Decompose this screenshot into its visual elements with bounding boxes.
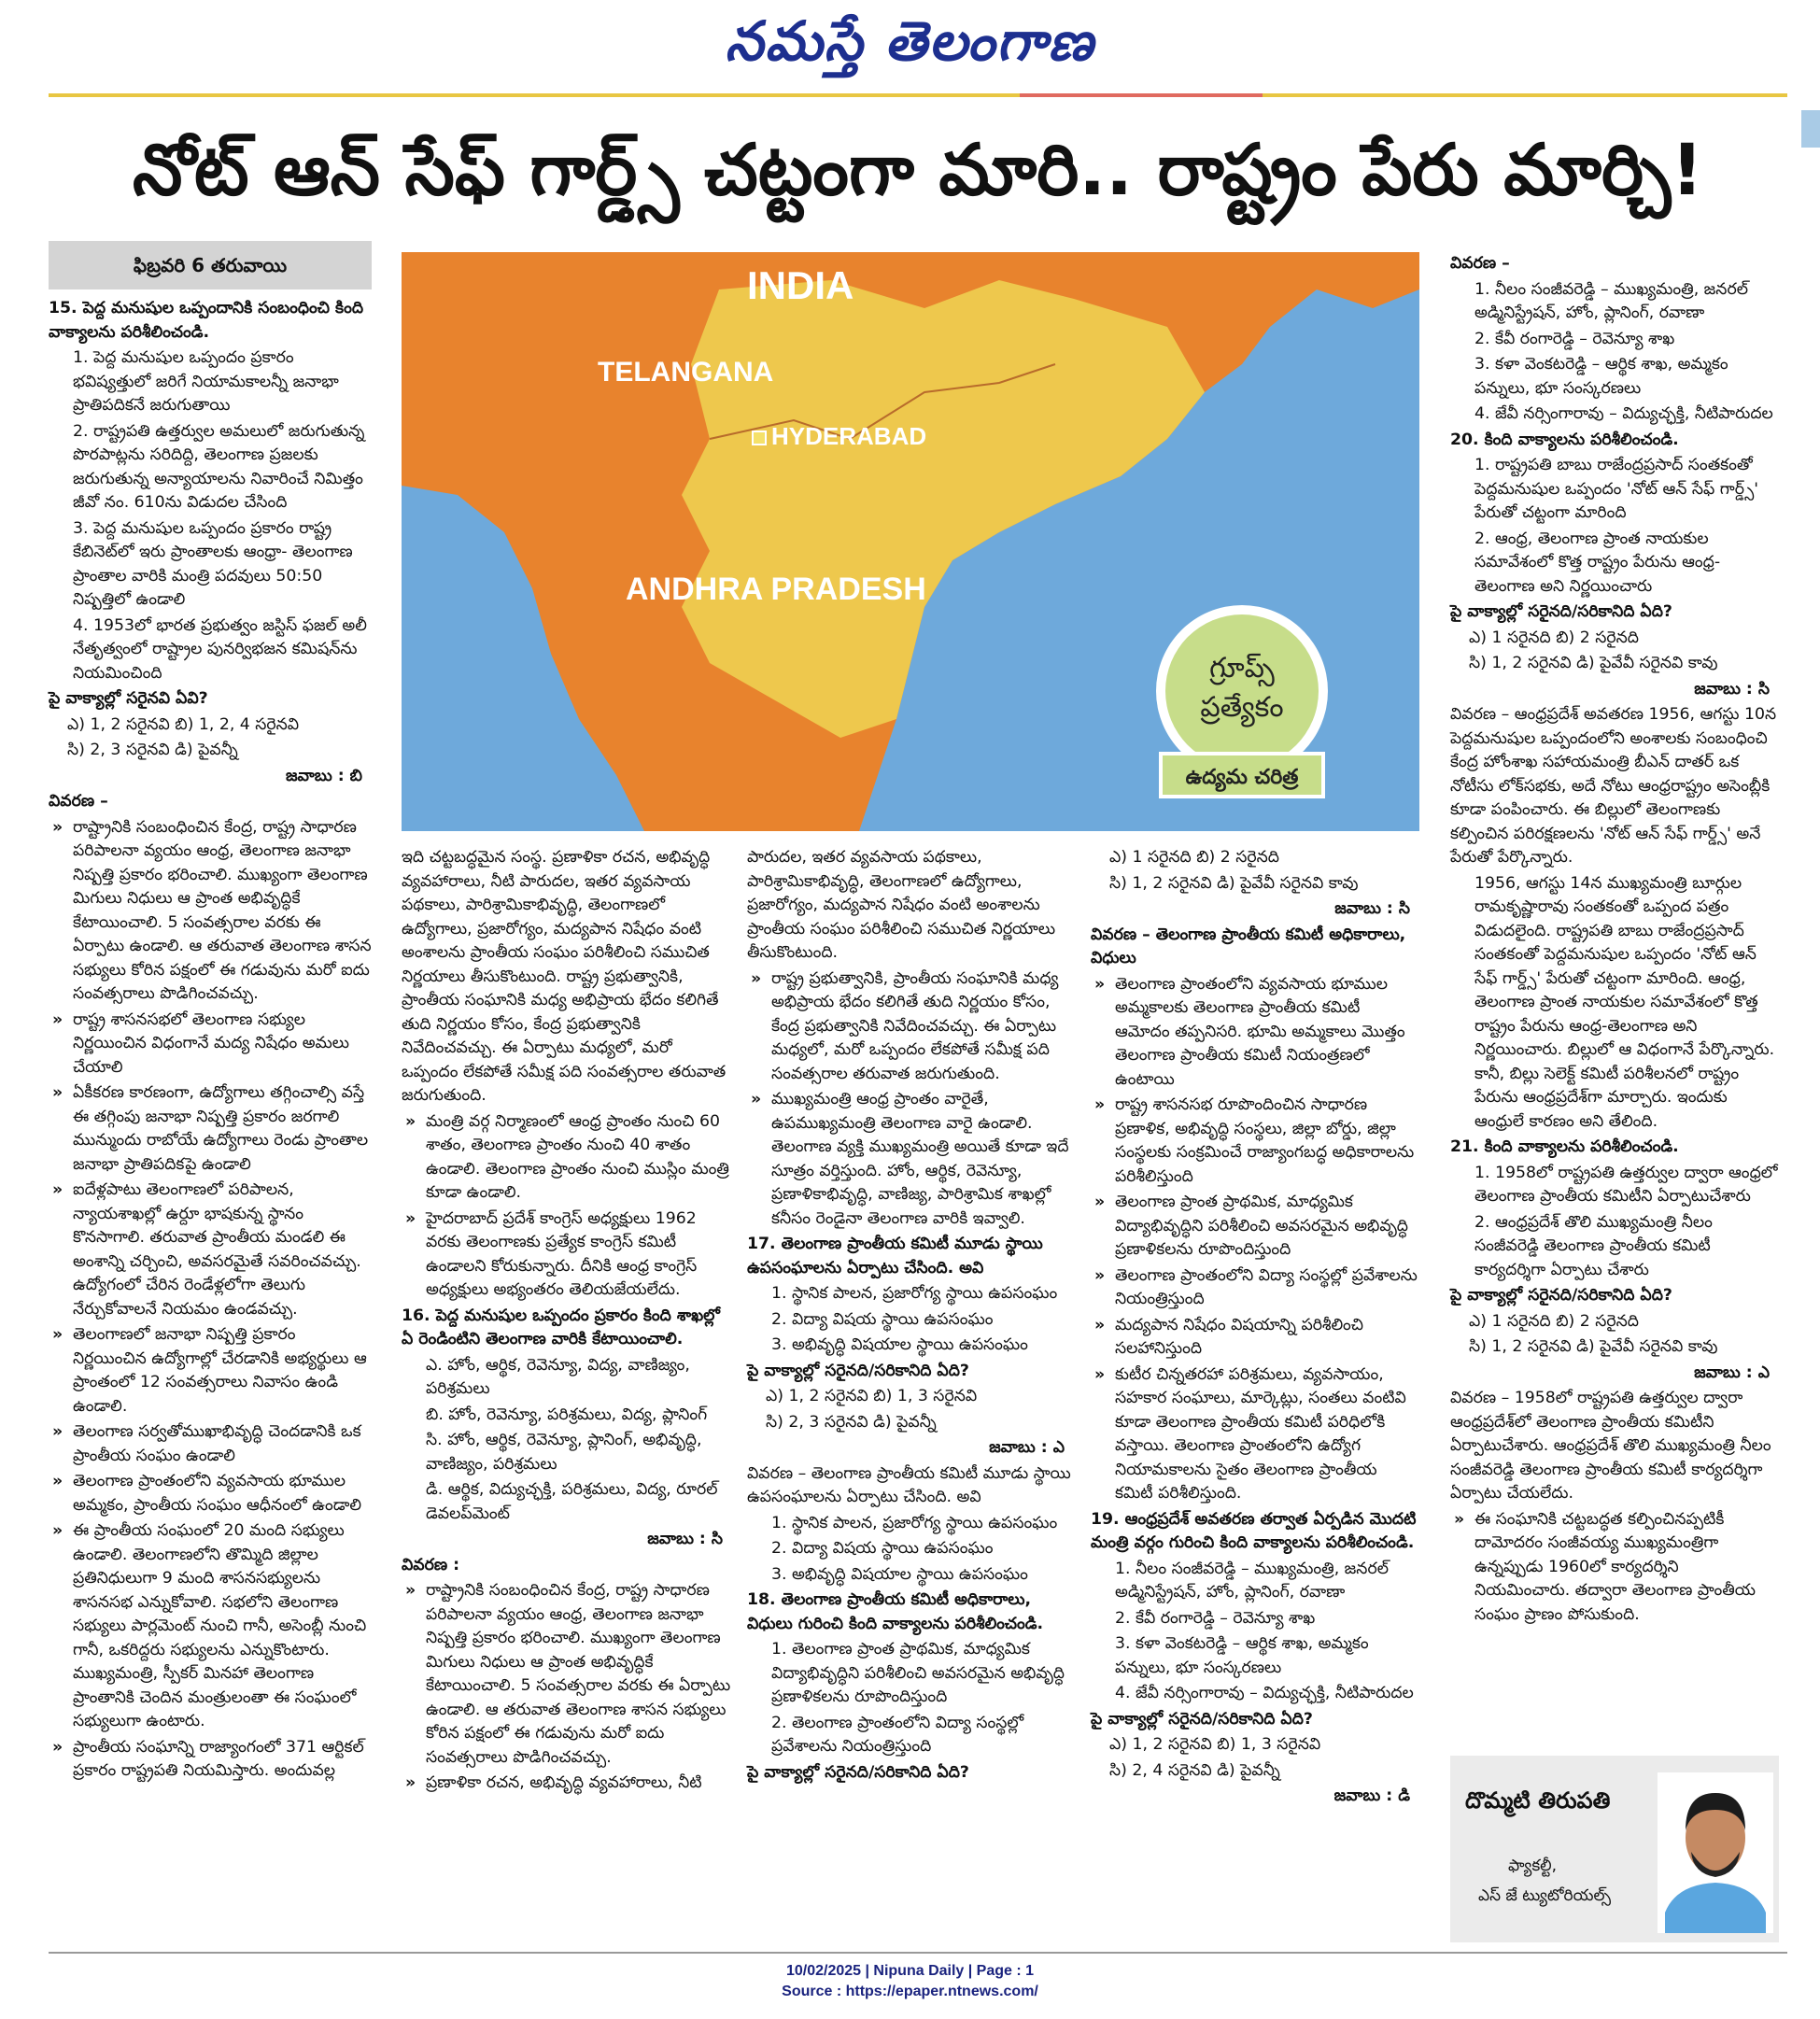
statement: 2. ఆంధ్రప్రదేశ్ తొలి ముఖ్యమంత్రి నీలం సంజీవరెడ్డి తెలంగాణ ప్రాంతీయ కమిటీ కార్యదర్శిగా ఏర్పాటు చేశారు — [1474, 1212, 1713, 1279]
map-capital-marker — [753, 431, 766, 445]
question-21: 21. కింది వాక్యాలను పరిశీలించండి. — [1450, 1137, 1679, 1156]
statement: 1. నీలం సంజీవరెడ్డి – ముఖ్యమంత్రి, జనరల్ అడ్మినిస్ట్రేషన్, హోం, ప్లానింగ్, రవాణా — [1115, 1559, 1389, 1602]
statement: 1. పెద్ద మనుషుల ఒప్పందం ప్రకారం భవిష్యత్తులో జరిగే నియామకాలన్నీ జనాభా ప్రాతిపదికనే జరుగుతాయి — [73, 348, 339, 415]
statement: 2. కేవీ రంగారెడ్డి – రెవెన్యూ శాఖ — [1474, 329, 1675, 348]
footer-date-page: 10/02/2025 | Nipuna Daily | Page : 1 — [785, 1963, 1035, 1979]
statement: 1. స్థానిక పాలన, ప్రజారోగ్య స్థాయి ఉపసంఘం — [771, 1513, 1058, 1532]
statement: 3. అభివృద్ధి విషయాల స్థాయి ఉపసంఘం — [771, 1335, 1028, 1354]
answer-label: జవాబు : ఎ — [989, 1438, 1065, 1457]
column-3 — [747, 846, 1074, 1786]
statement: 2. విద్యా విషయ స్థాయి ఉపసంఘం — [771, 1539, 994, 1558]
statement: 1. 1958లో రాష్ట్రపతి ఉత్తర్వుల ద్వారా ఆంధ్రలో తెలంగాణ ప్రాంతీయ కమిటీని ఏర్పాటుచేశారు — [1474, 1163, 1778, 1206]
answer-label: జవాబు : బి — [286, 766, 362, 785]
options-row: ఎ) 1, 2 సరైనవి బి) 1, 2, 4 సరైనవి — [67, 714, 300, 734]
statement: 2. విద్యా విషయ స్థాయి ఉపసంఘం — [771, 1309, 994, 1329]
map-label-telangana: TELANGANA — [598, 357, 774, 388]
question-ask: పై వాక్యాల్లో సరైనది/సరికానిది ఏది? — [1450, 1286, 1672, 1305]
bottom-rule — [49, 1952, 1787, 1954]
statement: 2. తెలంగాణ ప్రాంతంలోని విద్యా సంస్థల్లో ప్రవేశాలను నియంత్రిస్తుంది — [771, 1713, 1024, 1756]
statement: 1. తెలంగాణ ప్రాంత ప్రాథమిక, మాధ్యమిక విద్యాభివృద్ధిని పరిశీలించి అవసరమైన అభివృద్ధి ప్రణాళికలను రూపొందిస్తుంది — [771, 1640, 1065, 1706]
masthead — [0, 0, 1820, 93]
bullet-point: » రాష్ట్ర శాసనసభలో తెలంగాణ సభ్యుల నిర్ణయించిన విధంగానే మద్య నిషేధం అమలు చేయాలి — [49, 1009, 372, 1080]
column-2 — [402, 846, 732, 1798]
badge-line-1: గ్రూప్స్ — [1209, 652, 1275, 685]
answer-label: జవాబు : సి — [1334, 899, 1410, 918]
options-row: సి) 1, 2 సరైనవి డి) పైవేవీ సరైనవి కావు — [1469, 654, 1718, 672]
statement: 2. ఆంధ్ర, తెలంగాణ ప్రాంత నాయకుల సమావేశంలో కొత్త రాష్ట్రం పేరును ఆంధ్ర-తెలంగాణ అని నిర్ణయించారు — [1474, 529, 1721, 596]
option: బి. హోం, రెవెన్యూ, పరిశ్రమలు, విద్య, ప్లానింగ్ — [426, 1405, 708, 1424]
column-1 — [49, 241, 372, 1786]
statement: 2. రాష్ట్రపతి ఉత్తర్వుల అమలులో జరుగుతున్న పొరపాట్లను సరిదిద్ది, తెలంగాణ ప్రజలకు జరుగుతున్న అన్యాయాలను నివారించే నిమిత్తం జీవో నం. 610ను విడుదల చేసింది — [73, 421, 365, 512]
statement: 1. రాష్ట్రపతి బాబు రాజేంద్రప్రసాద్ సంతకంతో పెద్దమనుషుల ఒప్పందం 'నోట్ ఆన్ సేఫ్ గార్డ్స్' పేరుతో చట్టంగా మారింది — [1474, 456, 1758, 522]
bullet-point: » రాష్ట్రానికి సంబంధించిన కేంద్ర, రాష్ట్ర సాధారణ పరిపాలనా వ్యయం ఆంధ్ర, తెలంగాణ జనాభా నిష్పత్తి ప్రకారం భరించాలి. ముఖ్యంగా తెలంగాణ మిగులు నిధులు ఆ ప్రాంత అభివృద్ధికే కేటాయించాలి. 5 సంవత్సరాల వరకు ఈ ఏర్పాటు ఉండాలి. ఆ తరువాత తెలంగాణ శాసన సభ్యులు కోరిన పక్షంలో ఈ గడువును మరో ఐదు సంవత్సరాలు పొడిగించవచ్చు. — [402, 1579, 732, 1770]
explanation: వివరణ – 1958లో రాష్ట్రపతి ఉత్తర్వుల ద్వారా ఆంధ్రప్రదేశ్‌లో తెలంగాణ ప్రాంతీయ కమిటీని ఏర్పాటుచేశారు. ఆంధ్రప్రదేశ్ తొలి ముఖ్యమంత్రి నీలం సంజీవరెడ్డి తెలంగాణ ప్రాంతీయ కమిటీ కార్యదర్శిగా ఏర్పాటు చేయలేదు. — [1450, 1389, 1771, 1503]
bullet-point: » ముఖ్యమంత్రి ఆంధ్ర ప్రాంతం వారైతే, ఉపముఖ్యమంత్రి తెలంగాణ వారై ఉండాలి. తెలంగాణ వ్యక్తి ముఖ్యమంత్రి అయితే కూడా ఇదే సూత్రం వర్తిస్తుంది. హోం, ఆర్థిక, రెవెన్యూ, ప్రణాళికాభివృద్ధి, వాణిజ్య, పారిశ్రామిక శాఖల్లో కనీసం రెండైనా తెలంగాణ వారికి ఇవ్వాలి. — [747, 1088, 1074, 1231]
bullet-point: » తెలంగాణ సర్వతోముఖాభివృద్ధి చెందడానికి ఒక ప్రాంతీయ సంఘం ఉండాలి — [49, 1420, 372, 1468]
column-5 — [1450, 252, 1779, 1629]
paragraph: ఇది చట్టబద్ధమైన సంస్థ. ప్రణాళికా రచన, అభివృద్ధి వ్యవహారాలు, నీటి పారుదల, ఇతర వ్యవసాయ పథకాలు, పారిశ్రామికాభివృద్ధి, తెలంగాణలో ఉద్యోగాలు, ప్రజారోగ్యం, మద్యపాన నిషేధం వంటి అంశాలను ప్రాంతీయ సంఘం పరిశీలించి సముచిత నిర్ణయాలు తీసుకొంటుంది. రాష్ట్ర ప్రభుత్వానికి, ప్రాంతీయ సంఘానికి మధ్య అభిప్రాయ భేదం కలిగితే తుది నిర్ణయం కోసం, కేంద్ర ప్రభుత్వానికి నివేదించవచ్చు. ఈ ఏర్పాటు మధ్యలో, మరో ఒప్పందం లేకపోతే సమీక్ష పది సంవత్సరాల తరువాత జరుగుతుంది. — [402, 848, 727, 1105]
statement: 2. కేవీ రంగారెడ్డి – రెవెన్యూ శాఖ — [1115, 1608, 1316, 1628]
question-15: 15. పెద్ద మనుషుల ఒప్పందానికి సంబంధించి కింది వాక్యాలను పరిశీలించండి. — [49, 299, 364, 342]
options-row: సి) 2, 3 సరైనవి డి) పైవన్నీ — [67, 741, 238, 759]
bullet-point: » రాష్ట్ర శాసనసభ రూపొందించిన సాధారణ ప్రణాళిక, అభివృద్ధి సంస్థలు, జిల్లా బోర్డు, జిల్లా సంస్థలకు సంక్రమించే రాజ్యాంగబద్ధ అధికారాలను పరిశీలిస్తుంది — [1091, 1094, 1419, 1189]
bullet-point: » తెలంగాణ ప్రాంతంలోని వ్యవసాయ భూముల అమ్మకం, ప్రాంతీయ సంఘం ఆధీనంలో ఉండాలి — [49, 1470, 372, 1518]
bullet-point: » ప్రణాళికా రచన, అభివృద్ధి వ్యవహారాలు, నీటి — [402, 1772, 732, 1796]
answer-label: జవాబు : సి — [647, 1530, 723, 1548]
statement: 1. నీలం సంజీవరెడ్డి – ముఖ్యమంత్రి, జనరల్ అడ్మినిస్ట్రేషన్, హోం, ప్లానింగ్, రవాణా — [1474, 279, 1748, 322]
statement: 1. స్థానిక పాలన, ప్రజారోగ్య స్థాయి ఉపసంఘం — [771, 1284, 1058, 1303]
options-row: ఎ) 1 సరైనది బి) 2 సరైనది — [1109, 848, 1279, 867]
bullet-point: » ప్రాంతీయ సంఘాన్ని రాజ్యాంగంలో 371 ఆర్టికల్ ప్రకారం రాష్ట్రపతి నియమిస్తారు. అందువల్ల — [49, 1736, 372, 1784]
footer-source: Source : https://epaper.ntnews.com/ — [782, 1984, 1038, 1999]
author-name: దొమ్మటి తిరుపతి — [1465, 1787, 1611, 1814]
answer-label: జవాబు : డి — [1333, 1786, 1410, 1805]
author-role: ఫ్యాకల్టీ, — [1508, 1857, 1558, 1875]
options-row: ఎ) 1 సరైనది బి) 2 సరైనది — [1469, 628, 1639, 647]
author-organization: ఎస్ జే ట్యుటోరియల్స్ — [1478, 1886, 1612, 1905]
statement: 4. జేవీ నర్సింగారావు – విద్యుచ్ఛక్తి, నీటిపారుదల — [1474, 404, 1773, 423]
paragraph: 1956, ఆగస్టు 14న ముఖ్యమంత్రి బూర్గుల రామకృష్ణారావు సంతకంతో ఒప్పంద పత్రం విడుదలైంది. రాష్ట్రపతి బాబు రాజేంద్రప్రసాద్ సంతకంతో పెద్దమనుషుల ఒప్పందం 'నోట్ ఆన్ సేఫ్ గార్డ్స్' పేరుతో చట్టంగా మారింది. ఆంధ్ర, తెలంగాణ ప్రాంత నాయకుల సమావేశంలో కొత్త రాష్ట్రం పేరును ఆంధ్ర-తెలంగాణ అని నిర్ణయించారు. బిల్లులో ఆ విధంగానే పేర్కొన్నారు. కానీ, బిల్లు సెలెక్ట్ కమిటీ పరిశీలనలో రాష్ట్రం పేరును ఆంధ్రప్రదేశ్‌గా మార్చారు. ఇందుకు ఆంధ్రులే కారణం అని తేలింది. — [1474, 873, 1775, 1131]
question-ask: పై వాక్యాల్లో సరైనది/సరికానిది ఏది? — [1091, 1709, 1313, 1729]
adjacent-page-edge — [1798, 110, 1820, 1885]
bullet-point: » ఐదేళ్లపాటు తెలంగాణలో పరిపాలన, న్యాయశాఖల్లో ఉర్దూ భాషకున్న స్థానం కొనసాగాలి. తరువాత ప్రాంతీయ మండలి ఈ అంశాన్ని చర్చించి, అవసరమైతే సవరించవచ్చు. ఉద్యోగంలో చేరిన రెండేళ్లలోగా తెలుగు నేర్చుకోవాలనే నియమం ఉండవచ్చు. — [49, 1179, 372, 1321]
statement: 3. కళా వెంకటరెడ్డి – ఆర్థిక శాఖ, అమ్మకం పన్నులు, భూ సంస్కరణలు — [1115, 1634, 1369, 1677]
author-box — [1450, 1756, 1779, 1942]
question-16: 16. పెద్ద మనుషుల ఒప్పందం ప్రకారం కింది శాఖల్లో ఏ రెండింటిని తెలంగాణ వారికి కేటాయించాలి. — [402, 1306, 720, 1348]
question-ask: పై వాక్యాల్లో సరైనది/సరికానిది ఏది? — [1450, 602, 1672, 621]
options-row: ఎ) 1, 2 సరైనవి బి) 1, 3 సరైనవి — [766, 1387, 978, 1405]
explanation-heading: వివరణ – తెలంగాణ ప్రాంతీయ కమిటీ అధికారాలు, విధులు — [1091, 925, 1406, 967]
bullet-point: » మంత్రి వర్గ నిర్మాణంలో ఆంధ్ర ప్రాంతం నుంచి 60 శాతం, తెలంగాణ ప్రాంతం నుంచి 40 శాతం ఉండాలి. తెలంగాణ ప్రాంతం నుంచి ముస్లిం మంత్రి కూడా ఉండాలి. — [402, 1110, 732, 1206]
bullet-point: » ఈ సంఘానికి చట్టబద్ధత కల్పించినప్పటికీ దామోదరం సంజీవయ్య ముఖ్యమంత్రిగా ఉన్నప్పుడు 1960లో కార్యదర్శిని నియమించారు. తద్వారా తెలంగాణ ప్రాంతీయ సంఘం ప్రాణం పోసుకుంది. — [1450, 1508, 1779, 1628]
paragraph: పారుదల, ఇతర వ్యవసాయ పథకాలు, పారిశ్రామికాభివృద్ధి, తెలంగాణలో ఉద్యోగాలు, ప్రజారోగ్యం, మద్యపాన నిషేధం వంటి అంశాలను ప్రాంతీయ సంఘం పరిశీలించి సముచిత నిర్ణయాలు తీసుకొంటుంది. — [747, 848, 1056, 962]
bullet-point: » ఈ ప్రాంతీయ సంఘంలో 20 మంది సభ్యులు ఉండాలి. తెలంగాణలోని తొమ్మిది జిల్లాల ప్రతినిధులుగా 9 మంది శాసనసభ్యులను శాసనసభ ఎన్నుకోవాలి. సభలోని తెలంగాణ సభ్యులు పార్లమెంట్ నుంచి గానీ, అసెంబ్లీ నుంచి గానీ, ఒకరిద్దరు సభ్యులను ఎన్నుకొంటారు. ముఖ్యమంత్రి, స్పీకర్ మినహా తెలంగాణ ప్రాంతానికి చెందిన మంత్రులంతా ఈ సంఘంలో సభ్యులుగా ఉంటారు. — [49, 1519, 372, 1734]
option: డి. ఆర్థిక, విద్యుచ్ఛక్తి, పరిశ్రమలు, విద్య, రూరల్ డెవలప్‌మెంట్ — [426, 1480, 718, 1523]
options-row: సి) 1, 2 సరైనవి డి) పైవేవీ సరైనవి కావు — [1469, 1337, 1718, 1356]
option: ఎ. హోం, ఆర్థిక, రెవెన్యూ, విద్య, వాణిజ్యం, పరిశ్రమలు — [426, 1355, 690, 1398]
statement: 4. 1953లో భారత ప్రభుత్వం జస్టిస్ ఫజల్ అలీ నేతృత్వంలో రాష్ట్రాల పునర్విభజన కమిషన్‌ను నియమించింది — [73, 615, 367, 683]
explanation: వివరణ – ఆంధ్రప్రదేశ్ అవతరణ 1956, ఆగస్టు 10న పెద్దమనుషుల ఒప్పందంలోని అంశాలకు సంబంధించి కేంద్ర హోంశాఖ సహాయమంత్రి బీఎన్ దాతర్ ఒక నోటీసు లోక్‌సభకు, అదే నోటు ఆంధ్రరాష్ట్రం అసెంబ్లీకి కూడా పంపించారు. ఈ బిల్లులో తెలంగాణకు కల్పించిన పరిరక్షణలను 'నోట్ ఆన్ సేఫ్ గార్డ్స్' అనే పేరుతో పేర్కొన్నారు. — [1450, 705, 1777, 867]
options-row: సి) 2, 3 సరైనవి డి) పైవన్నీ — [766, 1412, 937, 1432]
groups-special-badge — [1153, 602, 1331, 803]
bullet-point: » తెలంగాణ ప్రాంత ప్రాథమిక, మాధ్యమిక విద్యాభివృద్ధిని పరిశీలించి అవసరమైన అభివృద్ధి ప్రణాళికలను రూపొందిస్తుంది — [1091, 1191, 1419, 1263]
newspaper-title: నమస్తే తెలంగాణ — [725, 9, 1095, 73]
statement: 3. అభివృద్ధి విషయాల స్థాయి ఉపసంఘం — [771, 1564, 1028, 1584]
options-row: ఎ) 1 సరైనది బి) 2 సరైనది — [1469, 1311, 1639, 1331]
question-18: 18. తెలంగాణ ప్రాంతీయ కమిటీ అధికారాలు, విధులు గురించి కింది వాక్యాలను పరిశీలించండి. — [747, 1590, 1044, 1633]
column-4 — [1091, 846, 1419, 1811]
options-row: సి) 2, 4 సరైనవి డి) పైవన్నీ — [1109, 1760, 1280, 1780]
question-20: 20. కింది వాక్యాలను పరిశీలించండి. — [1450, 430, 1679, 449]
bullet-point: » కుటీర చిన్నతరహా పరిశ్రమలు, వ్యవసాయం, సహకార సంఘాలు, మార్కెట్లు, సంతలు వంటివి కూడా తెలంగాణ ప్రాంతీయ కమిటీ పరిధిలోకి వస్తాయి. తెలంగాణ ప్రాంతంలోని ఉద్యోగ నియామకాలను సైతం తెలంగాణ ప్రాంతీయ కమిటీ పరిశీలిస్తుంది. — [1091, 1363, 1419, 1506]
question-ask: పై వాక్యాల్లో సరైనది/సరికానిది ఏది? — [747, 1762, 969, 1782]
options-row: ఎ) 1, 2 సరైనవి బి) 1, 3 సరైనవి — [1109, 1735, 1321, 1754]
top-rule — [49, 93, 1787, 97]
continuation-tag: ఫిబ్రవరి 6 తరువాయి — [49, 241, 372, 289]
bullet-point: » ఏకీకరణ కారణంగా, ఉద్యోగాలు తగ్గించాల్సి వస్తే ఈ తగ్గింపు జనాభా నిష్పత్తి ప్రకారం జరగాలి మున్ముందు రాబోయే ఉద్యోగాలు రెండు ప్రాంతాల జనాభా ప్రాతిపదికపై ఉండాలి — [49, 1081, 372, 1177]
explanation-heading: వివరణ : — [402, 1555, 460, 1574]
question-17: 17. తెలంగాణ ప్రాంతీయ కమిటీ మూడు స్థాయి ఉపసంఘాలను ఏర్పాటు చేసింది. అవి — [747, 1235, 1043, 1278]
author-photo — [1658, 1772, 1773, 1933]
bullet-point: » హైదరాబాద్ ప్రదేశ్ కాంగ్రెస్ అధ్యక్షులు 1962 వరకు తెలంగాణకు ప్రత్యేక కాంగ్రెస్ కమిటీ ఉండాలని కోరుకున్నారు. దీనికి ఆంధ్ర కాంగ్రెస్ అధ్యక్షులు అభ్యంతరం తెలియజేయలేదు. — [402, 1207, 732, 1303]
map-label-andhra-pradesh: ANDHRA PRADESH — [626, 572, 926, 607]
bullet-point: » తెలంగాణ ప్రాంతంలోని విద్యా సంస్థల్లో ప్రవేశాలను నియంత్రిస్తుంది — [1091, 1264, 1419, 1312]
explanation: వివరణ – తెలంగాణ ప్రాంతీయ కమిటీ మూడు స్థాయి ఉపసంఘాలను ఏర్పాటు చేసింది. అవి — [747, 1463, 1071, 1506]
map-label-india: INDIA — [747, 263, 854, 307]
statement: 4. జేవీ నర్సింగారావు – విద్యుచ్ఛక్తి, నీటిపారుదల — [1115, 1684, 1414, 1702]
map-label-hyderabad: HYDERABAD — [771, 422, 927, 450]
answer-label: జవాబు : సి — [1694, 679, 1770, 699]
bullet-point: » తెలంగాణలో జనాభా నిష్పత్తి ప్రకారం నిర్ణయించిన ఉద్యోగాల్లో చేరడానికి అభ్యర్థులు ఆ ప్రాంతంలో 12 సంవత్సరాలు నివాసం ఉండి ఉండాలి. — [49, 1323, 372, 1419]
question-ask: పై వాక్యాల్లో సరైనవి ఏవి? — [49, 689, 208, 708]
headline: నోట్ ఆన్ సేఫ్ గార్డ్స్ చట్టంగా మారి.. రాష్ట్రం పేరు మార్చి! — [132, 128, 1704, 211]
options-row: సి) 1, 2 సరైనవి డి) పైవేవీ సరైనవి కావు — [1109, 873, 1359, 893]
answer-label: జవాబు : ఎ — [1694, 1362, 1770, 1382]
statement: 3. పెద్ద మనుషుల ఒప్పందం ప్రకారం రాష్ట్ర కేబినెట్‌లో ఇరు ప్రాంతాలకు ఆంధ్రా- తెలంగాణ ప్రాంతాల వారికి మంత్రి పదవులు 50:50 నిష్పత్తిలో ఉండాలి — [73, 518, 353, 609]
bullet-point: » మద్యపాన నిషేధం విషయాన్ని పరిశీలించి సలహానిస్తుంది — [1091, 1314, 1419, 1362]
footer — [0, 1961, 1820, 2002]
badge-line-3: ఉద్యమ చరిత్ర — [1185, 766, 1299, 789]
bullet-point: » రాష్ట్ర ప్రభుత్వానికి, ప్రాంతీయ సంఘానికి మధ్య అభిప్రాయ భేదం కలిగితే తుది నిర్ణయం కోసం, కేంద్ర ప్రభుత్వానికి నివేదించవచ్చు. ఈ ఏర్పాటు మధ్యలో, మరో ఒప్పందం లేకపోతే సమీక్ష పది సంవత్సరాల తరువాత జరుగుతుంది. — [747, 967, 1074, 1087]
explanation-heading: వివరణ – — [49, 792, 108, 811]
option: సి. హోం, ఆర్థిక, రెవెన్యూ, ప్లానింగ్, అభివృద్ధి, వాణిజ్యం, పరిశ్రమలు — [426, 1431, 702, 1474]
bullet-point: » తెలంగాణ ప్రాంతంలోని వ్యవసాయ భూముల అమ్మకాలకు తెలంగాణ ప్రాంతీయ కమిటీ ఆమోదం తప్పనిసరి. భూమి అమ్మకాలు మొత్తం తెలంగాణ ప్రాంతీయ కమిటీ నియంత్రణలో ఉంటాయి — [1091, 973, 1419, 1093]
bullet-point: » రాష్ట్రానికి సంబంధించిన కేంద్ర, రాష్ట్ర సాధారణ పరిపాలనా వ్యయం ఆంధ్ర, తెలంగాణ జనాభా నిష్పత్తి ప్రకారం భరించాలి. ముఖ్యంగా తెలంగాణ మిగులు నిధులు ఆ ప్రాంత అభివృద్ధికే కేటాయించాలి. 5 సంవత్సరాల వరకు ఈ ఏర్పాటు ఉండాలి. ఆ తరువాత తెలంగాణ శాసన సభ్యులు కోరిన పక్షంలో ఈ గడువును మరో ఐదు సంవత్సరాలు పొడిగించవచ్చు. — [49, 816, 372, 1007]
question-ask: పై వాక్యాల్లో సరైనది/సరికానిది ఏది? — [747, 1361, 969, 1380]
badge-line-2: ప్రత్యేకం — [1200, 691, 1284, 724]
question-19: 19. ఆంధ్రప్రదేశ్ అవతరణ తర్వాత ఏర్పడిన మొదటి మంత్రి వర్గం గురించి కింది వాక్యాలను పరిశీలించండి. — [1091, 1509, 1417, 1552]
statement: 3. కళా వెంకటరెడ్డి – ఆర్థిక శాఖ, అమ్మకం పన్నులు, భూ సంస్కరణలు — [1474, 355, 1728, 398]
explanation-heading: వివరణ – — [1450, 254, 1510, 273]
